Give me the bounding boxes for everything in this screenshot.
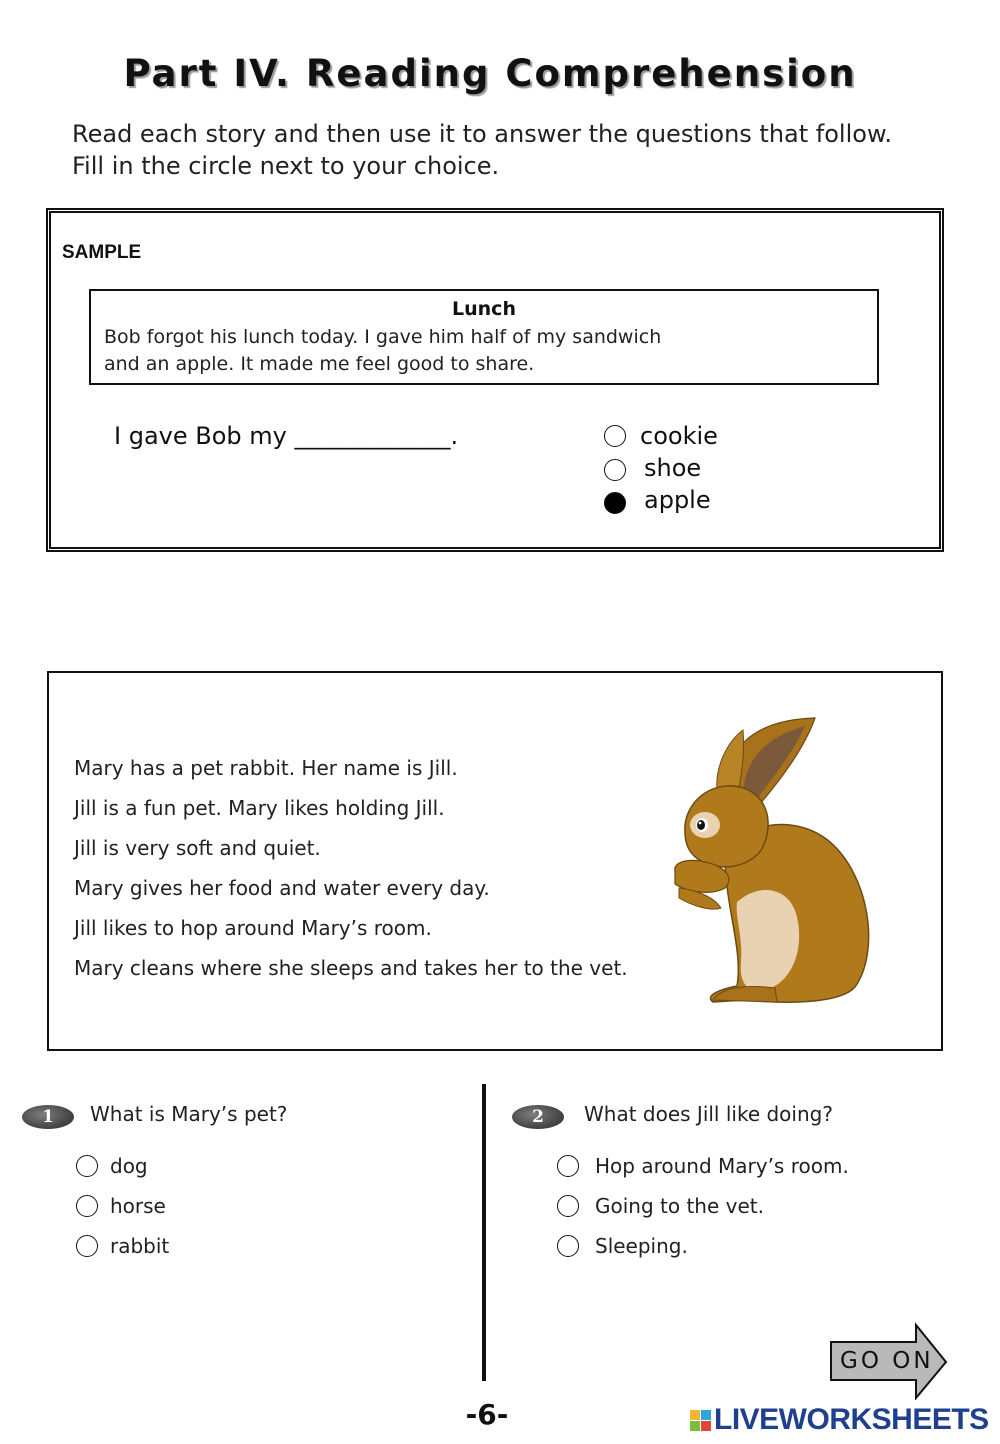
q1-option-horse[interactable] bbox=[76, 1194, 166, 1218]
watermark-text: LIVEWORKSHEETS bbox=[714, 1403, 989, 1436]
story-line: Jill likes to hop around Mary’s room. bbox=[74, 916, 432, 940]
question-1-text: What is Mary’s pet? bbox=[90, 1102, 288, 1126]
option-label: horse bbox=[110, 1194, 166, 1218]
radio-circle[interactable] bbox=[76, 1155, 98, 1177]
option-label: shoe bbox=[644, 454, 702, 482]
q2-option-sleeping[interactable] bbox=[557, 1234, 688, 1258]
instructions-line-1: Read each story and then use it to answer the questions that follow. bbox=[72, 120, 893, 148]
story-line: Jill is a fun pet. Mary likes holding Jill. bbox=[74, 796, 445, 820]
sample-story-text bbox=[104, 324, 864, 378]
radio-circle[interactable] bbox=[604, 425, 626, 447]
page-number: -6- bbox=[465, 1398, 509, 1431]
sample-story-line-2: and an apple. It made me feel good to share. bbox=[104, 353, 535, 375]
option-label: dog bbox=[110, 1154, 148, 1178]
q1-option-rabbit[interactable] bbox=[76, 1234, 169, 1258]
page-title: Part IV. Reading Comprehension bbox=[123, 52, 857, 95]
radio-circle[interactable] bbox=[76, 1195, 98, 1217]
sample-story-title: Lunch bbox=[452, 298, 516, 320]
radio-circle[interactable] bbox=[557, 1195, 579, 1217]
option-label: Going to the vet. bbox=[595, 1194, 764, 1218]
q2-option-vet[interactable] bbox=[557, 1194, 764, 1218]
sample-option-apple[interactable] bbox=[604, 486, 711, 514]
sample-option-shoe[interactable] bbox=[604, 454, 701, 482]
question-1-badge: 1 bbox=[22, 1105, 74, 1129]
story-line: Mary has a pet rabbit. Her name is Jill. bbox=[74, 756, 458, 780]
question-2-text: What does Jill like doing? bbox=[584, 1102, 833, 1126]
go-on-label: GO ON bbox=[840, 1348, 934, 1374]
rabbit-image bbox=[665, 712, 885, 1007]
radio-circle[interactable] bbox=[604, 459, 626, 481]
option-label: rabbit bbox=[110, 1234, 170, 1258]
liveworksheets-logo bbox=[690, 1403, 989, 1437]
sample-story-line-1: Bob forgot his lunch today. I gave him half of my sandwich bbox=[104, 326, 662, 348]
story-line: Mary gives her food and water every day. bbox=[74, 876, 490, 900]
question-2-badge: 2 bbox=[512, 1105, 564, 1129]
option-label: apple bbox=[644, 486, 711, 514]
instructions bbox=[72, 118, 892, 182]
sample-option-cookie[interactable] bbox=[604, 422, 718, 450]
radio-circle[interactable] bbox=[557, 1235, 579, 1257]
q1-option-dog[interactable] bbox=[76, 1154, 148, 1178]
radio-circle[interactable] bbox=[557, 1155, 579, 1177]
radio-circle-filled[interactable] bbox=[604, 492, 626, 514]
story-line: Jill is very soft and quiet. bbox=[74, 836, 321, 860]
option-label: Hop around Mary’s room. bbox=[595, 1154, 849, 1178]
column-divider bbox=[482, 1084, 486, 1381]
radio-circle[interactable] bbox=[76, 1235, 98, 1257]
q2-option-hop[interactable] bbox=[557, 1154, 849, 1178]
sample-label: SAMPLE bbox=[62, 242, 142, 263]
logo-grid-icon bbox=[690, 1410, 711, 1431]
sample-question: I gave Bob my _____________. bbox=[114, 422, 459, 450]
option-label: cookie bbox=[640, 422, 718, 450]
story-line: Mary cleans where she sleeps and takes her to the vet. bbox=[74, 956, 628, 980]
option-label: Sleeping. bbox=[595, 1234, 688, 1258]
instructions-line-2: Fill in the circle next to your choice. bbox=[72, 152, 500, 180]
